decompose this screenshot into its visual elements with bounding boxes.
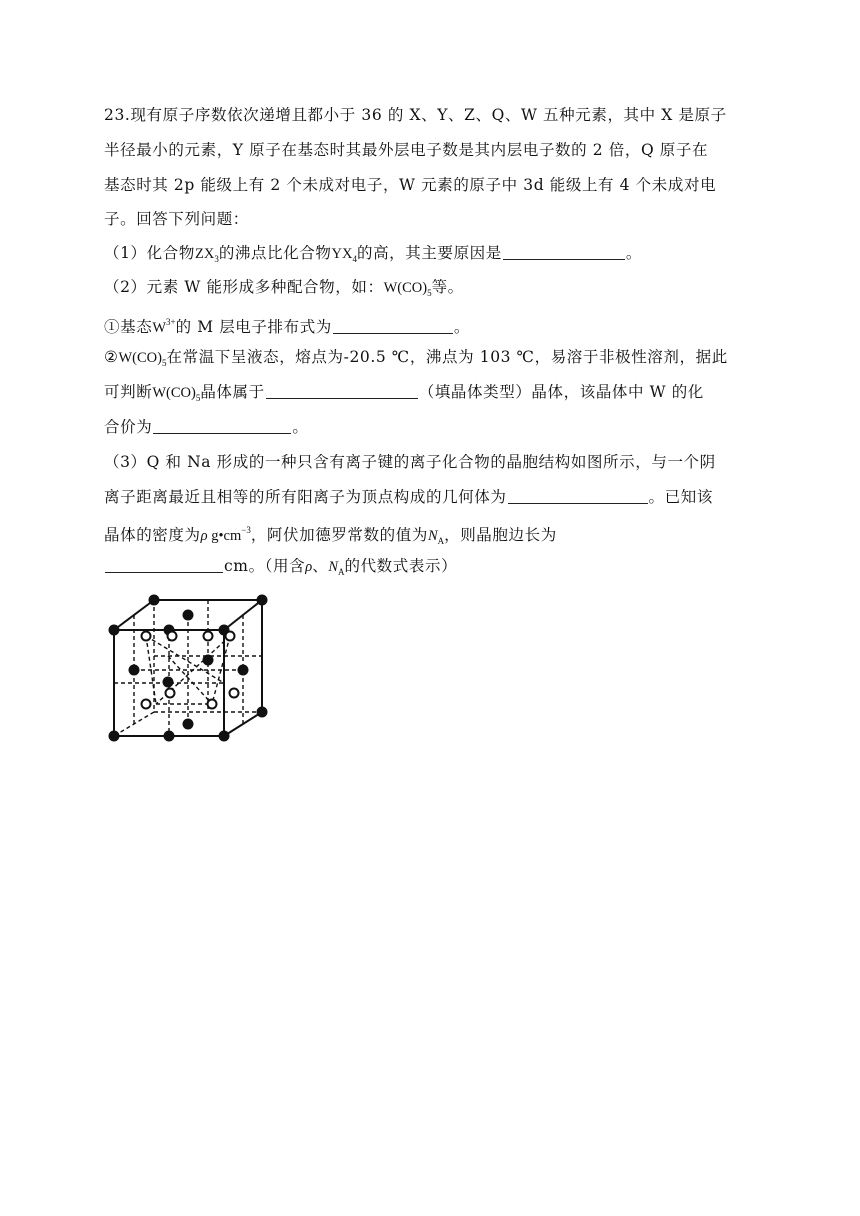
sub1-line: ①基态$W^{3+}$的 M 层电子排布式为 。 xyxy=(104,317,471,336)
symbol-rho: ρ xyxy=(305,559,313,575)
formula-wco5: $W(CO)_5$ xyxy=(383,280,432,298)
formula-wco5: $W(CO)_5$ xyxy=(152,385,201,403)
part1-line: （1）化合物$ZX_3$的沸点比化合物$YX_4$的高，其主要原因是 。 xyxy=(104,244,642,264)
sub2-line-2: 可判断$W(CO)_5$晶体属于 （填晶体类型）晶体，该晶体中 W 的化 xyxy=(104,383,704,403)
sub2-line-3: 合价为 。 xyxy=(104,418,309,436)
answer-blank-1[interactable] xyxy=(503,245,625,260)
symbol-na: $N_A$ xyxy=(427,528,445,546)
ion-w3plus: $W^{3+}$ xyxy=(152,317,176,336)
part3-line-3: 晶体的密度为ρ $g•cm^{-3}$，阿伏加德罗常数的值为$N_A$，则晶胞边长为 xyxy=(104,525,557,546)
symbol-rho: ρ xyxy=(200,528,208,544)
answer-blank-2[interactable] xyxy=(333,319,453,334)
question-line-4: 子。回答下列问题： xyxy=(104,210,249,228)
part3-line-1: （3）Q 和 Na 形成的一种只含有离子键的离子化合物的晶胞结构如图所示，与一个阴 xyxy=(104,453,716,471)
answer-blank-3[interactable] xyxy=(266,384,418,399)
answer-blank-6[interactable] xyxy=(105,558,223,573)
part2-line: （2）元素 W 能形成多种配合物，如：$W(CO)_5$等。 xyxy=(104,278,464,298)
sub2-line-1: $②W(CO)_5$在常温下呈液态，熔点为-20.5 ℃，沸点为 103 ℃，易溶于非极性溶剂，据此 xyxy=(104,348,728,368)
part3-line-2: 离子距离最近且相等的所有阳离子为顶点构成的几何体为 。已知该 xyxy=(104,488,713,506)
answer-blank-4[interactable] xyxy=(153,419,291,434)
question-line-3: 基态时其 2p 能级上有 2 个未成对电子，W 元素的原子中 3d 能级上有 4 个未成对电 xyxy=(104,176,717,194)
symbol-na: $N_A$ xyxy=(328,559,345,577)
question-line-2: 半径最小的元素，Y 原子在基态时其最外层电子数是其内层电子数的 2 倍，Q 原子在 xyxy=(104,141,709,159)
formula-wco5: $W(CO)_5$ xyxy=(118,350,167,368)
part3-line-4: cm。（用含ρ、$N_A$的代数式表示） xyxy=(104,556,457,582)
formula-yx4: $YX_4$ xyxy=(331,246,357,264)
question-line-1: 23.现有原子序数依次递增且都小于 36 的 X、Y、Z、Q、W 五种元素，其中 X 是原子 xyxy=(104,106,727,124)
answer-blank-5[interactable] xyxy=(508,489,648,504)
formula-zx3: $ZX_3$ xyxy=(194,246,219,264)
density-unit: $g•cm^{-3}$ xyxy=(211,525,251,544)
crystal-cell-diagram xyxy=(100,588,280,748)
